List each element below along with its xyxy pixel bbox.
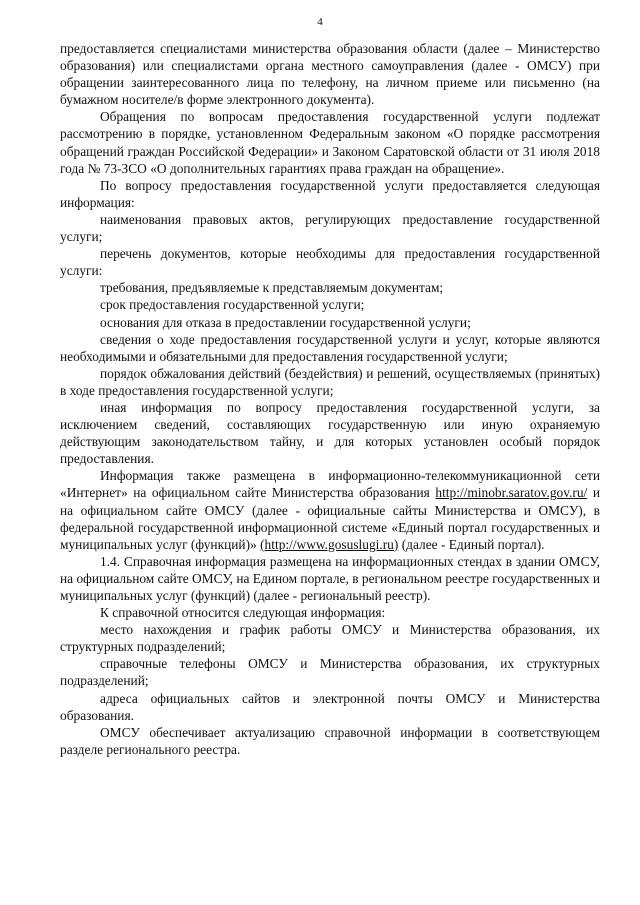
minobr-site-link[interactable]: http://minobr.saratov.gov.ru/ <box>435 485 588 501</box>
gosuslugi-site-link[interactable]: (http://www.gosuslugi.ru) <box>260 536 399 552</box>
paragraph-text: (далее - Единый портал). <box>398 536 545 552</box>
paragraph: справочные телефоны ОМСУ и Министерства образования, их структурных подразделений; <box>60 656 600 689</box>
paragraph: основания для отказа в предоставлении государственной услуги; <box>100 314 471 330</box>
paragraph-with-links <box>60 467 600 552</box>
paragraph: 1.4. Справочная информация размещена на информационных стендах в здании ОМСУ, на официальном сайте ОМСУ, на Едином портале, в региональном реестре государственных и муниципальных услуг (функций) (далее - региональный реестр). <box>60 553 600 603</box>
paragraph: место нахождения и график работы ОМСУ и Министерства образования, их структурных подразделений; <box>60 622 600 655</box>
paragraph: наименования правовых актов, регулирующих предоставление государственной услуги; <box>60 211 600 245</box>
paragraph: иная информация по вопросу предоставления государственной услуги, за исключением сведений, составляющих государственную или иную охраняемую действующим законодательством тайну, и для которых установлен особый порядок предоставления. <box>60 399 600 467</box>
paragraph: требования, предъявляемые к представляемым документам; <box>100 280 444 296</box>
document-body <box>60 40 600 758</box>
paragraph: Обращения по вопросам предоставления государственной услуги подлежат рассмотрению в порядке, установленном Федеральным законом «О порядке рассмотрения обращений граждан Российской Федерации» и Законом Саратовской области от 31 июля 2018 года № 73-ЗСО «О дополнительных гарантиях права граждан на обращение». <box>60 109 600 176</box>
paragraph-text: Информация также размещена в информационно-телекоммуникационной сети «Интернет» на официальном сайте Министерства образования <box>60 468 600 501</box>
paragraph: адреса официальных сайтов и электронной почты ОМСУ и Министерства образования. <box>60 690 600 723</box>
page-number: 4 <box>317 16 323 28</box>
paragraph-text: и на официальном сайте ОМСУ (далее - официальные сайты Министерства и ОМСУ), в федеральной государственной информационной системе «Единый портал государственных и муниципальных услуг (функций)» <box>60 485 601 552</box>
paragraph: перечень документов, которые необходимы для предоставления государственной услуги: <box>60 246 600 279</box>
paragraph: срок предоставления государственной услуги; <box>100 297 365 313</box>
paragraph: предоставляется специалистами министерства образования области (далее – Министерство образования) или специалистами органа местного самоуправления (далее - ОМСУ) при обращении заинтересованного лица по телефону, на личном приеме или письменно (на бумажном носителе/в форме электронного документа). <box>60 41 600 108</box>
paragraph: К справочной относится следующая информация: <box>100 605 386 621</box>
paragraph: ОМСУ обеспечивает актуализацию справочной информации в соответствующем разделе регионального реестра. <box>60 724 600 757</box>
paragraph: порядок обжалования действий (бездействия) и решений, осуществляемых (принятых) в ходе предоставления государственной услуги; <box>60 365 600 398</box>
paragraph: По вопросу предоставления государственной услуги предоставляется следующая информация: <box>60 177 600 210</box>
paragraph: сведения о ходе предоставления государственной услуги и услуг, которые являются необходимыми и обязательными для предоставления государственной услуги; <box>60 331 600 364</box>
